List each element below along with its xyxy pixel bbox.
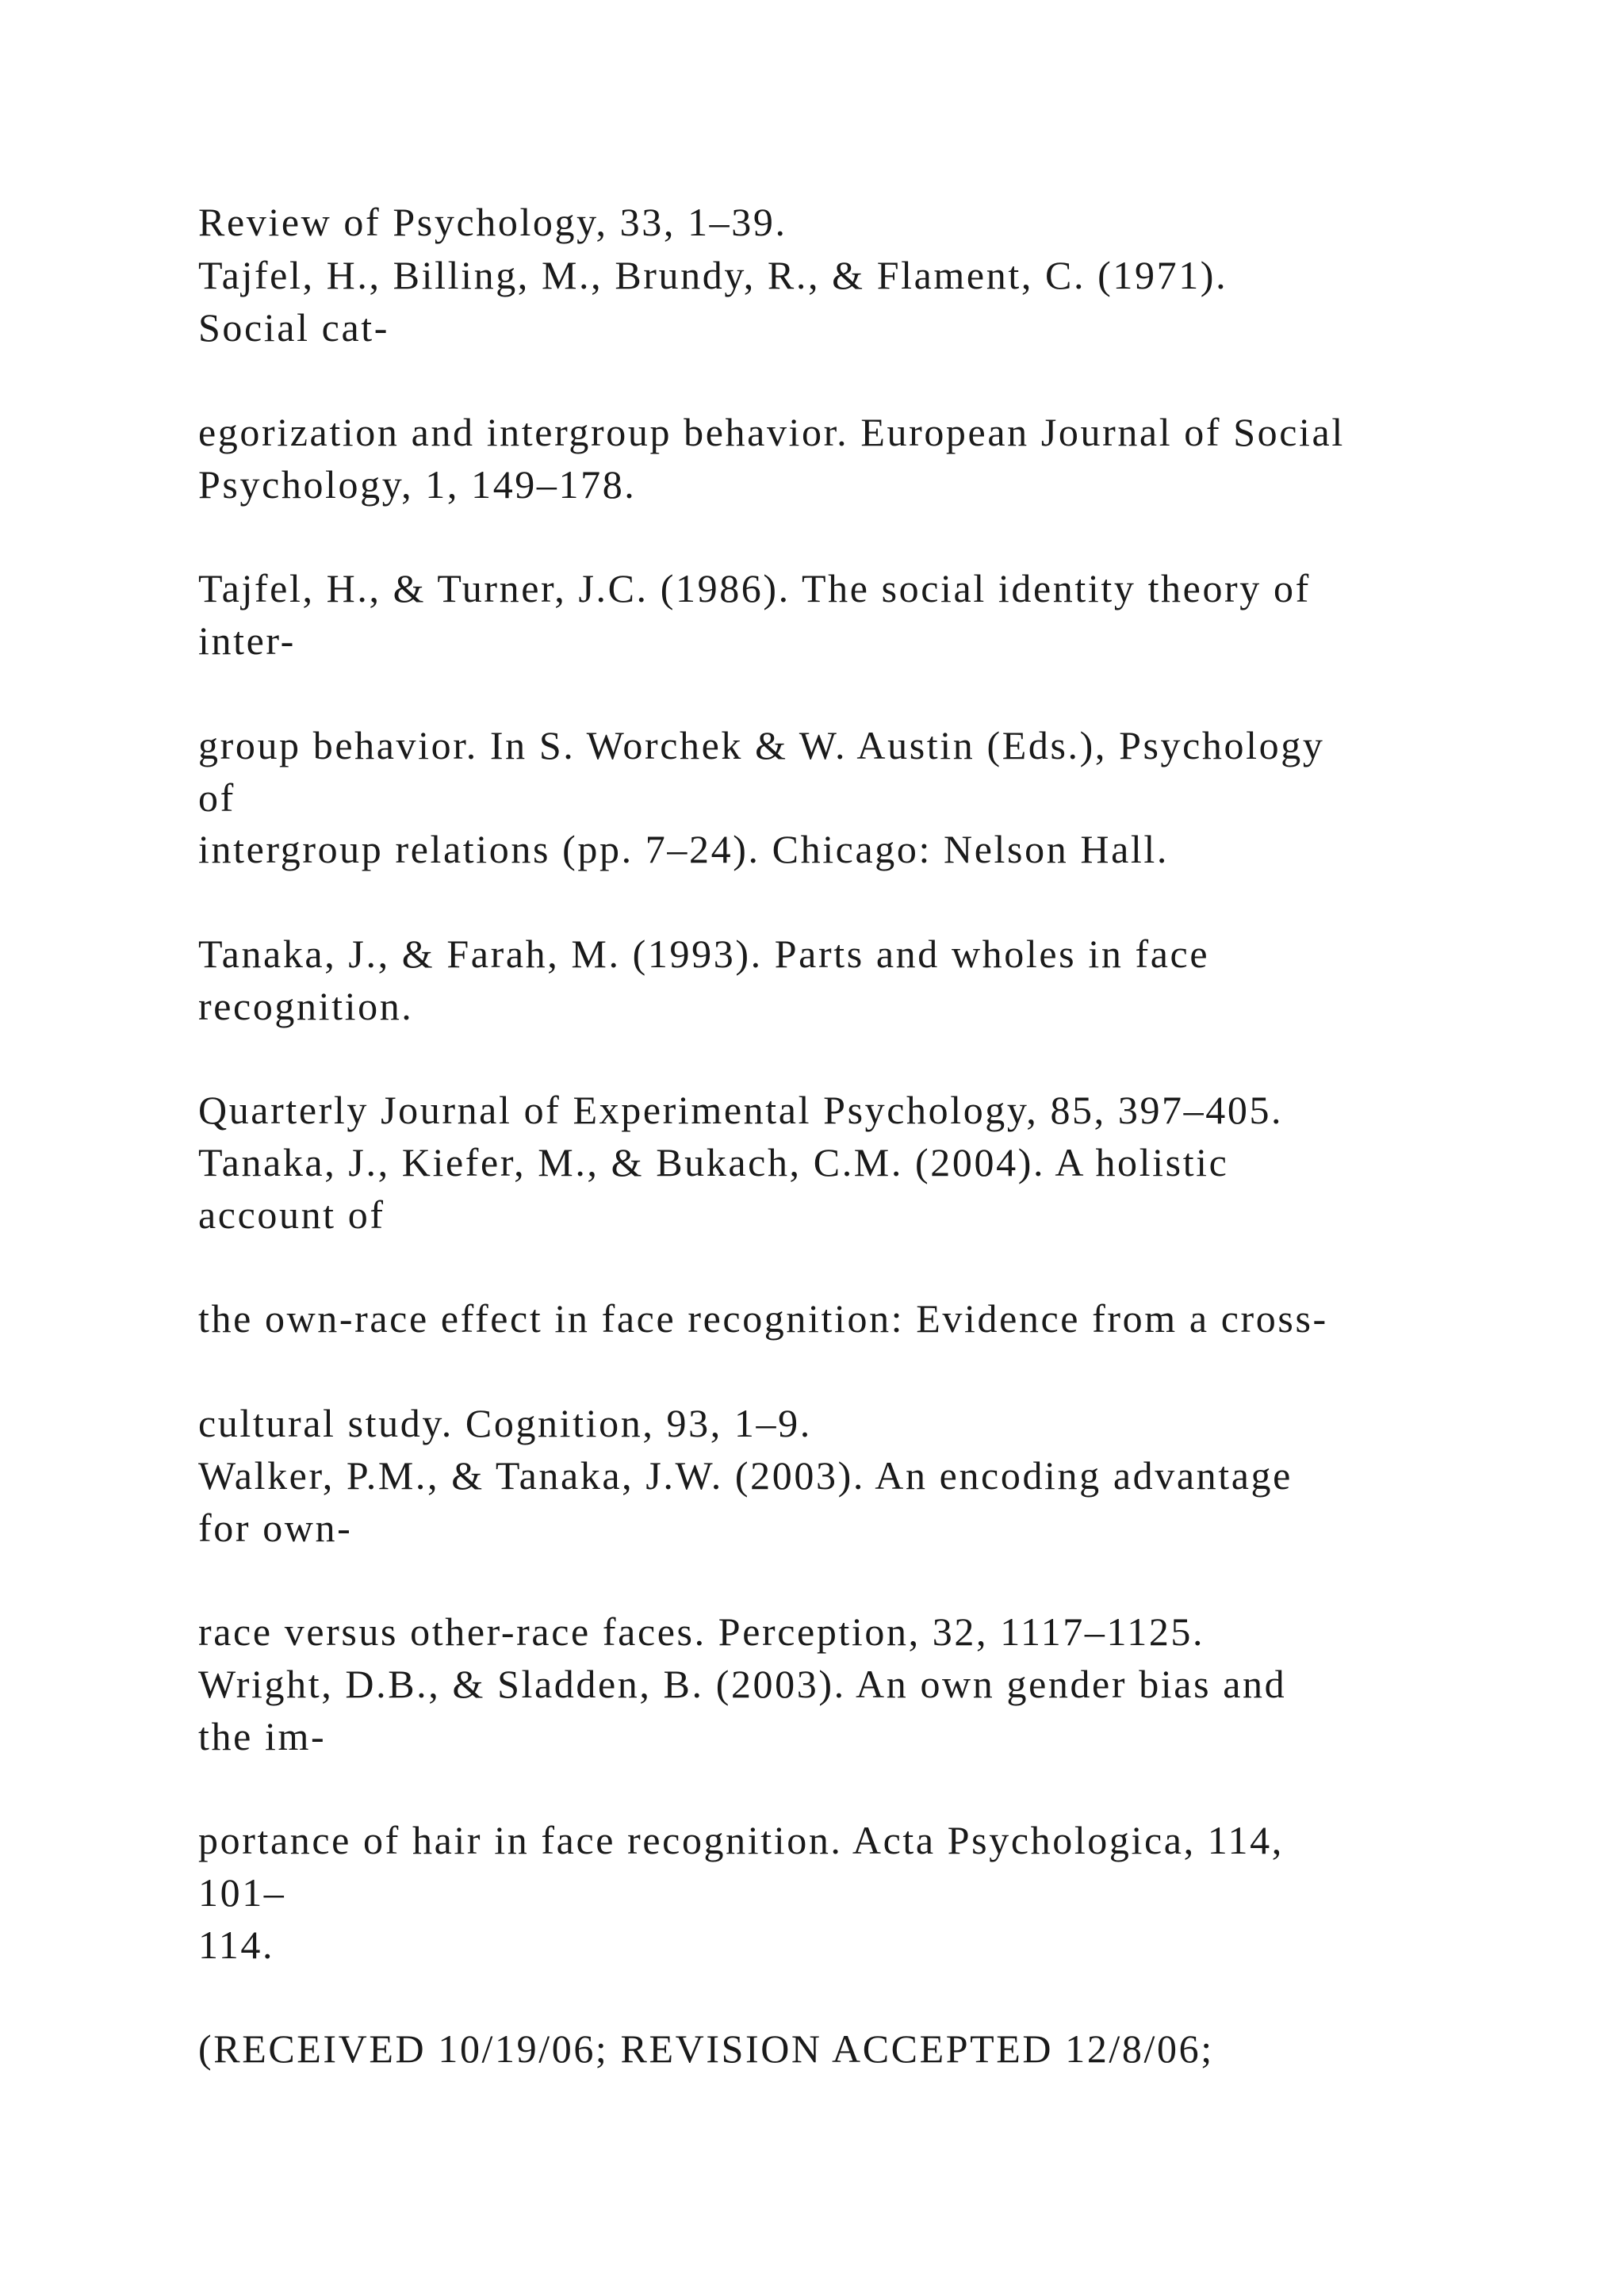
text-line: egorization and intergroup behavior. European Journal of Social: [198, 410, 1345, 454]
text-line: Psychology, 1, 149–178.: [198, 462, 637, 507]
text-line: (RECEIVED 10/19/06; REVISION ACCEPTED 12/8/06;: [198, 2026, 1214, 2071]
text-line: Tanaka, J., & Farah, M. (1993). Parts and wholes in face: [198, 932, 1210, 976]
text-line: Tajfel, H., & Turner, J.C. (1986). The social identity theory of: [198, 566, 1311, 610]
text-line: portance of hair in face recognition. Acta Psychologica, 114,: [198, 1818, 1284, 1862]
text-line: 101–: [198, 1870, 286, 1915]
text-line: inter-: [198, 618, 296, 663]
text-line: Quarterly Journal of Experimental Psychology, 85, 397–405.: [198, 1088, 1284, 1132]
text-line: of: [198, 775, 236, 820]
text-line: race versus other-race faces. Perception, 32, 1117–1125.: [198, 1609, 1205, 1654]
text-line: intergroup relations (pp. 7–24). Chicago: Nelson Hall.: [198, 827, 1169, 871]
text-line: Tajfel, H., Billing, M., Brundy, R., & Flament, C. (1971).: [198, 253, 1228, 297]
text-line: group behavior. In S. Worchek & W. Austin (Eds.), Psychology: [198, 723, 1325, 767]
text-line: Review of Psychology, 33, 1–39.: [198, 200, 787, 244]
text-line: the own-race effect in face recognition: Evidence from a cross-: [198, 1296, 1328, 1341]
text-line: the im-: [198, 1714, 327, 1758]
text-line: Walker, P.M., & Tanaka, J.W. (2003). An encoding advantage: [198, 1453, 1293, 1498]
text-line: for own-: [198, 1506, 353, 1550]
text-line: Social cat-: [198, 305, 390, 350]
text-line: 114.: [198, 1923, 275, 1967]
text-line: Wright, D.B., & Sladden, B. (2003). An own gender bias and: [198, 1662, 1287, 1706]
text-line: account of: [198, 1192, 385, 1237]
text-line: Tanaka, J., Kiefer, M., & Bukach, C.M. (2004). A holistic: [198, 1140, 1229, 1184]
text-line: cultural study. Cognition, 93, 1–9.: [198, 1401, 812, 1445]
text-line: recognition.: [198, 984, 414, 1028]
